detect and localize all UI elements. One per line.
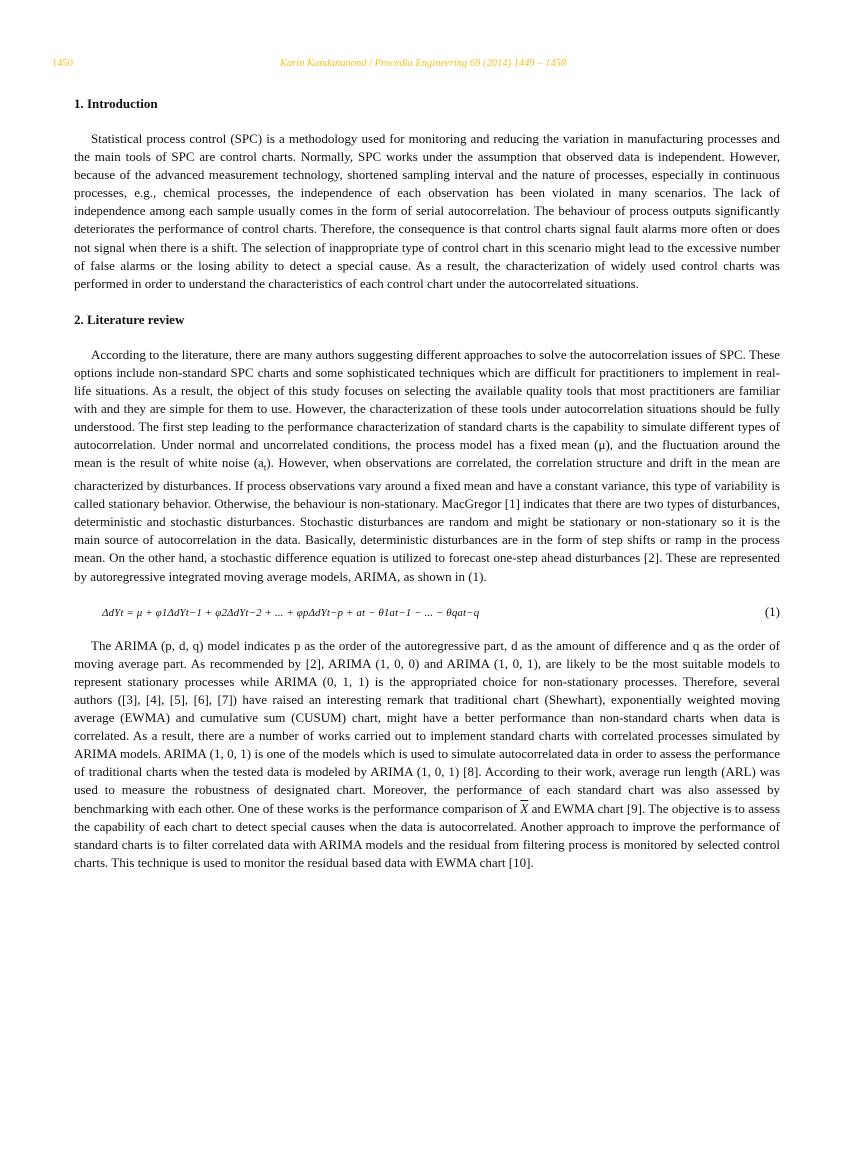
white-noise-subscript: t	[263, 463, 267, 473]
literature-paragraph-2	[74, 637, 780, 872]
page-number: 1450	[52, 58, 73, 69]
section-heading-introduction: 1. Introduction	[74, 96, 158, 111]
introduction-paragraph: Statistical process control (SPC) is a methodology used for monitoring and reducing the variation in manufacturing processes and the main tools of SPC are control charts. Normally, SPC works under the assumption that observed data is independent. However, because of the advanced measurement technology, shortened sampling interval and the nature of processes, especially in continuous processes, e.g., chemical processes, the independence of each observation has been violated in many scenarios. The lack of independence among each sample usually comes in the form of serial autocorrelation. The behaviour of process outputs significantly deteriorates the performance of control charts. Therefore, the consequence is that control charts signal fault alarms more often or does not signal when there is a shift. The selection of inappropriate type of control chart in this scenario might lead to the excessive number of false alarms or the losing ability to detect a special cause. As a result, the characterization of widely used control charts was performed in order to understand the characteristics of each control chart under the autocorrelated situations.	[74, 131, 780, 291]
equation-number: (1)	[764, 603, 780, 619]
literature-paragraph-1-part-a: According to the literature, there are many authors suggesting different approaches to solve the autocorrelation issues of SPC. These options include non-standard SPC charts and some sophisticated techniques which are difficult for practitioners to implement in real-life situations. As a result, the object of this study focuses on selecting the available quality tools that most practitioners are familiar with and they are simple for them to use. However, the characterization of these tools under autocorrelation situations should be fully understood. The first step leading to the performance characterization of standard charts is the capability to simulate different types of autocorrelation. Under normal and uncorrelated conditions, the process model has a fixed mean (μ), and the fluctuation around the mean is the result of white noise (a	[74, 346, 780, 471]
article-body	[74, 95, 780, 872]
literature-paragraph-2-part-a: The ARIMA (p, d, q) model indicates p as the order of the autoregressive part, d as the amount of difference and q as the order of moving average part. As recommended by [2], ARIMA (1, 0, 0) and ARIMA (1, 0, 1), are likely to be the most suitable models to represent stationary processes while ARIMA (0, 1, 1) is the appropriated choice for non-stationary processes. Therefore, several authors ([3], [4], [5], [6], [7]) have raised an interesting remark that traditional chart (Shewhart), exponentially weighted moving average (EWMA) and cumulative sum (CUSUM) chart, might have a better performance than non-standard charts when data is correlated. As a result, there are a number of works carried out to implement standard charts with correlated processes simulated by ARIMA models. ARIMA (1, 0, 1) is one of the models which is used to simulate autocorrelated data in order to assess the performance of traditional charts when the tested data is modeled by ARIMA (1, 0, 1) [8]. According to their work, average run length (ARL) was used to measure the robustness of designated chart. Moreover, the performance of each standard chart was also assessed by benchmarking with each other. One of these works is the performance comparison of	[74, 637, 780, 816]
literature-paragraph-2-part-b: and EWMA chart [9]. The objective is to assess the capability of each chart to detect special causes when the data is autocorrelated. Another approach to improve the performance of standard charts is to filter correlated data with ARIMA models and the residual from filtering process is monitored by selected control charts. This technique is used to monitor the residual based data with EWMA chart [10].	[74, 800, 781, 870]
literature-paragraph-1-part-b: ). However, when observations are correlated, the correlation structure and drift in the mean are characterized by disturbances. If process observations vary around a fixed mean and have a constant variance, this type of variability is called stationary behavior. Otherwise, the behaviour is non-stationary. MacGregor [1] indicates that there are two types of disturbances, deterministic and stochastic disturbances. Stochastic disturbances are random and might be stationary or non-stationary so it is the main source of autocorrelation in the data. Basically, deterministic disturbances are in the form of step shifts or ramp in the process mean. On the other hand, a stochastic difference equation is utilized to forecast one-step ahead disturbances [2]. These are represented by autoregressive integrated moving average models, ARIMA, as shown in (1).	[74, 455, 780, 584]
literature-paragraph-1	[74, 346, 780, 586]
running-header	[52, 58, 794, 74]
journal-reference: Karin Kandananond / Procedia Engineering 69 (2014) 1449 – 1458	[279, 58, 567, 69]
x-bar-symbol: $\overline{X}$	[520, 800, 529, 816]
equation-block	[74, 604, 780, 624]
section-heading-literature-review: 2. Literature review	[74, 311, 185, 327]
arima-equation: ΔdYt = μ + φ1ΔdYt−1 + φ2ΔdYt−2 + ... + φpΔdYt−p + at − θ1at−1 − ... − θqat−q	[102, 606, 480, 619]
